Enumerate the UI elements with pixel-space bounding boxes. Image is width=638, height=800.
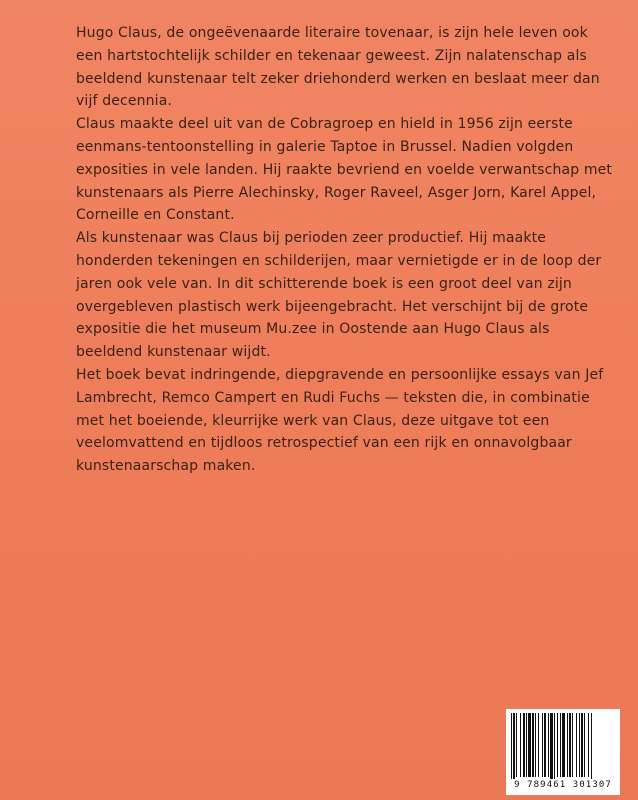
barcode-bar — [516, 713, 517, 777]
barcode-bar — [513, 713, 515, 779]
isbn-number: 9 789461 301307 — [514, 780, 612, 790]
blurb-paragraph-1: Hugo Claus, de ongeëvenaarde literaire tovenaar, is zijn hele leven ook een hartstochtelijk schilder en tekenaar geweest. Zijn nalatenschap als beeldend kunstenaar telt zeker driehonderd werken en beslaat meer dan vijf decennia. — [76, 25, 600, 110]
isbn-barcode — [506, 709, 620, 795]
barcode-bar — [581, 713, 583, 777]
barcode-bar — [520, 713, 521, 777]
barcode-bar — [548, 713, 549, 777]
barcode-bar — [567, 713, 568, 777]
back-cover-blurb — [76, 22, 616, 478]
barcode-bar — [588, 713, 589, 777]
barcode-bar — [562, 713, 565, 777]
blurb-paragraph-4: Het boek bevat indringende, diepgravende en persoonlijke essays van Jef Lambrecht, Remco Campert en Rudi Fuchs — teksten die, in combinatie met het boeiende, kleurrijke werk van Claus, deze uitgave tot een veelomvattend en tijdloos retrospectief van een rijk en onnavolgbaar kunstenaarschap maken. — [76, 366, 604, 475]
barcode-bar — [576, 713, 577, 777]
barcode-bar — [511, 713, 512, 779]
barcode-bar — [560, 713, 561, 777]
barcode-bars — [509, 713, 617, 779]
barcode-bar — [542, 713, 543, 777]
barcode-bar — [569, 713, 571, 777]
barcode-bar — [550, 713, 553, 779]
barcode-bar — [544, 713, 546, 777]
barcode-bar — [526, 713, 527, 777]
barcode-bar — [584, 713, 585, 777]
barcode-bar — [538, 713, 539, 777]
blurb-paragraph-3: Als kunstenaar was Claus bij perioden zeer productief. Hij maakte honderden tekeningen en schilderijen, maar vernietigde er in de loop der jaren ook vele van. In dit schitterende boek is een groot deel van zijn overgebleven plastisch werk bijeengebracht. Het verschijnt bij de grote expositie die het museum Mu.zee in Oostende aan Hugo Claus als beeldend kunstenaar wijdt. — [76, 230, 602, 361]
blurb-paragraph-2: Claus maakte deel uit van de Cobragroep en hield in 1956 zijn eerste eenmans-tentoonstelling in galerie Taptoe in Brussel. Nadien volgden exposities in vele landen. Hij raakte bevriend en voelde verwantschap met kunstenaars als Pierre Alechinsky, Roger Raveel, Asger Jorn, Karel Appel, Corneille en Constant. — [76, 116, 613, 224]
barcode-bar — [572, 713, 573, 777]
barcode-bar — [535, 713, 536, 777]
barcode-bar — [557, 713, 558, 777]
barcode-bar — [579, 713, 580, 777]
barcode-bar — [523, 713, 525, 777]
barcode-bar — [532, 713, 534, 777]
barcode-bar — [554, 713, 555, 779]
barcode-bar — [591, 713, 592, 779]
barcode-bar — [528, 713, 531, 777]
